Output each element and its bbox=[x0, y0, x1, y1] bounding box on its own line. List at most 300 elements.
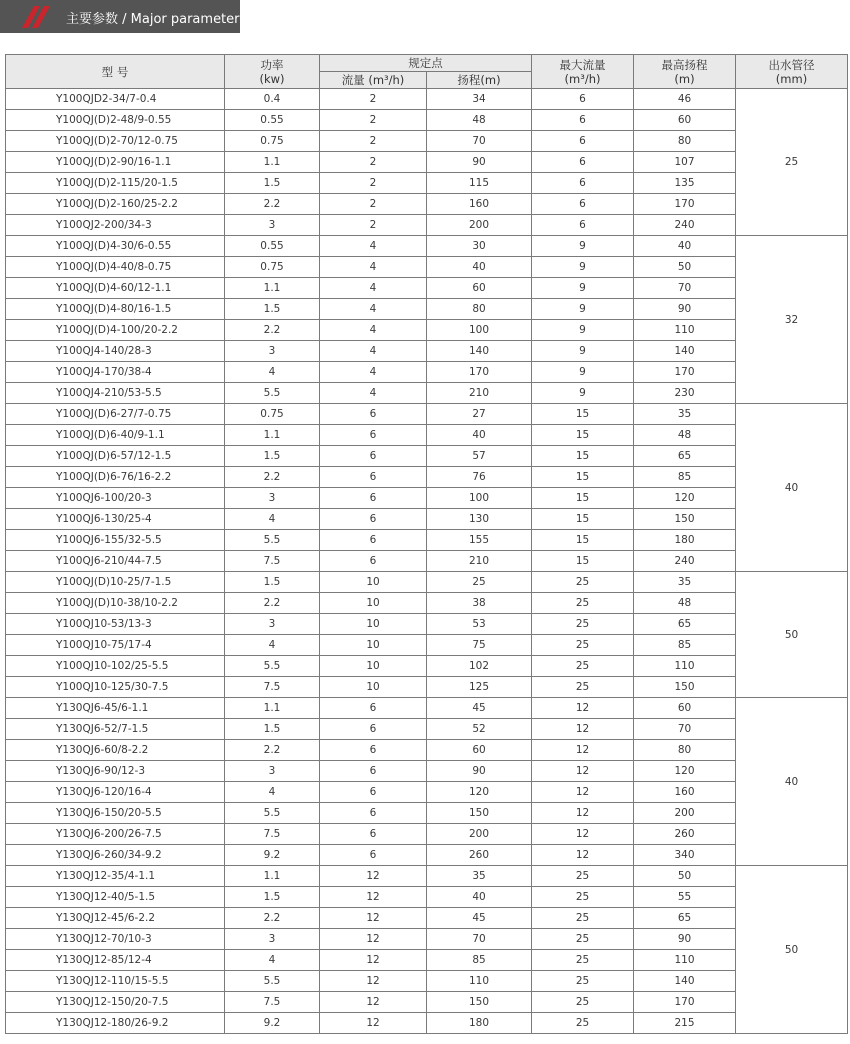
cell-flow: 6 bbox=[320, 530, 427, 551]
cell-max-head: 180 bbox=[634, 530, 736, 551]
cell-model: Y100QJ(D)2-90/16-1.1 bbox=[6, 152, 225, 173]
cell-max-head: 40 bbox=[634, 236, 736, 257]
cell-model: Y100QJ(D)4-100/20-2.2 bbox=[6, 320, 225, 341]
cell-flow: 6 bbox=[320, 740, 427, 761]
cell-max-flow: 6 bbox=[532, 215, 634, 236]
cell-model: Y100QJ4-170/38-4 bbox=[6, 362, 225, 383]
cell-flow: 10 bbox=[320, 656, 427, 677]
cell-model: Y100QJ(D)6-57/12-1.5 bbox=[6, 446, 225, 467]
cell-power: 7.5 bbox=[225, 551, 320, 572]
table-row bbox=[6, 257, 848, 278]
cell-max-flow: 9 bbox=[532, 362, 634, 383]
cell-max-head: 110 bbox=[634, 656, 736, 677]
cell-max-flow: 25 bbox=[532, 593, 634, 614]
cell-model: Y130QJ12-35/4-1.1 bbox=[6, 866, 225, 887]
cell-outlet-pipe: 40 bbox=[736, 404, 848, 572]
table-row bbox=[6, 194, 848, 215]
cell-max-flow: 25 bbox=[532, 971, 634, 992]
table-row bbox=[6, 110, 848, 131]
cell-flow: 12 bbox=[320, 929, 427, 950]
cell-head: 40 bbox=[427, 425, 532, 446]
cell-model: Y100QJ4-140/28-3 bbox=[6, 341, 225, 362]
cell-max-head: 160 bbox=[634, 782, 736, 803]
cell-flow: 12 bbox=[320, 866, 427, 887]
cell-head: 75 bbox=[427, 635, 532, 656]
cell-model: Y100QJ(D)6-40/9-1.1 bbox=[6, 425, 225, 446]
cell-head: 70 bbox=[427, 131, 532, 152]
table-body bbox=[6, 89, 848, 1034]
cell-outlet-pipe: 25 bbox=[736, 89, 848, 236]
cell-flow: 2 bbox=[320, 89, 427, 110]
table-row bbox=[6, 425, 848, 446]
table-row bbox=[6, 383, 848, 404]
cell-flow: 6 bbox=[320, 509, 427, 530]
cell-flow: 4 bbox=[320, 320, 427, 341]
table-row bbox=[6, 1013, 848, 1034]
cell-power: 9.2 bbox=[225, 845, 320, 866]
table-row bbox=[6, 782, 848, 803]
cell-max-flow: 15 bbox=[532, 404, 634, 425]
cell-power: 1.5 bbox=[225, 572, 320, 593]
table-row bbox=[6, 635, 848, 656]
cell-max-head: 135 bbox=[634, 173, 736, 194]
cell-max-head: 107 bbox=[634, 152, 736, 173]
table-row bbox=[6, 866, 848, 887]
cell-max-flow: 12 bbox=[532, 761, 634, 782]
section-title-bar bbox=[0, 0, 240, 33]
cell-flow: 12 bbox=[320, 908, 427, 929]
cell-model: Y130QJ6-60/8-2.2 bbox=[6, 740, 225, 761]
cell-power: 2.2 bbox=[225, 467, 320, 488]
cell-flow: 12 bbox=[320, 971, 427, 992]
header-power-label: 功率 bbox=[260, 57, 284, 72]
cell-power: 5.5 bbox=[225, 383, 320, 404]
table-row bbox=[6, 845, 848, 866]
header-max-flow-unit: (m³/h) bbox=[564, 71, 601, 86]
cell-head: 200 bbox=[427, 824, 532, 845]
cell-max-flow: 12 bbox=[532, 824, 634, 845]
cell-max-flow: 12 bbox=[532, 782, 634, 803]
cell-model: Y130QJ6-52/7-1.5 bbox=[6, 719, 225, 740]
cell-model: Y100QJ(D)4-80/16-1.5 bbox=[6, 299, 225, 320]
cell-flow: 2 bbox=[320, 173, 427, 194]
cell-flow: 4 bbox=[320, 341, 427, 362]
cell-model: Y100QJ10-125/30-7.5 bbox=[6, 677, 225, 698]
cell-model: Y100QJ6-210/44-7.5 bbox=[6, 551, 225, 572]
cell-power: 2.2 bbox=[225, 194, 320, 215]
cell-max-head: 85 bbox=[634, 467, 736, 488]
cell-power: 1.1 bbox=[225, 278, 320, 299]
cell-power: 5.5 bbox=[225, 656, 320, 677]
cell-max-flow: 6 bbox=[532, 152, 634, 173]
cell-model: Y100QJ(D)6-76/16-2.2 bbox=[6, 467, 225, 488]
cell-head: 34 bbox=[427, 89, 532, 110]
cell-model: Y100QJ6-130/25-4 bbox=[6, 509, 225, 530]
cell-max-head: 170 bbox=[634, 362, 736, 383]
cell-max-flow: 15 bbox=[532, 551, 634, 572]
cell-power: 3 bbox=[225, 488, 320, 509]
cell-flow: 6 bbox=[320, 488, 427, 509]
table-row bbox=[6, 971, 848, 992]
cell-head: 90 bbox=[427, 152, 532, 173]
cell-model: Y100QJ(D)2-70/12-0.75 bbox=[6, 131, 225, 152]
cell-model: Y130QJ12-85/12-4 bbox=[6, 950, 225, 971]
header-model: 型 号 bbox=[6, 55, 225, 89]
cell-flow: 6 bbox=[320, 824, 427, 845]
table-row bbox=[6, 887, 848, 908]
cell-head: 38 bbox=[427, 593, 532, 614]
header-max-head-label: 最高扬程 bbox=[661, 57, 708, 72]
cell-max-head: 230 bbox=[634, 383, 736, 404]
cell-flow: 6 bbox=[320, 425, 427, 446]
cell-max-head: 140 bbox=[634, 971, 736, 992]
cell-power: 2.2 bbox=[225, 740, 320, 761]
cell-max-flow: 15 bbox=[532, 509, 634, 530]
table-row bbox=[6, 278, 848, 299]
header-power-unit: (kw) bbox=[259, 71, 285, 86]
cell-max-head: 120 bbox=[634, 488, 736, 509]
cell-max-head: 65 bbox=[634, 446, 736, 467]
table-row bbox=[6, 824, 848, 845]
cell-model: Y100QJ(D)6-27/7-0.75 bbox=[6, 404, 225, 425]
table-row bbox=[6, 992, 848, 1013]
table-row bbox=[6, 509, 848, 530]
cell-head: 27 bbox=[427, 404, 532, 425]
cell-power: 5.5 bbox=[225, 803, 320, 824]
cell-head: 140 bbox=[427, 341, 532, 362]
cell-max-flow: 15 bbox=[532, 488, 634, 509]
table-row bbox=[6, 152, 848, 173]
cell-head: 200 bbox=[427, 215, 532, 236]
header-max-flow-label: 最大流量 bbox=[559, 57, 606, 72]
cell-max-flow: 6 bbox=[532, 110, 634, 131]
cell-flow: 6 bbox=[320, 719, 427, 740]
cell-head: 48 bbox=[427, 110, 532, 131]
cell-power: 3 bbox=[225, 929, 320, 950]
cell-flow: 6 bbox=[320, 761, 427, 782]
cell-max-flow: 15 bbox=[532, 446, 634, 467]
cell-flow: 6 bbox=[320, 467, 427, 488]
cell-max-flow: 12 bbox=[532, 803, 634, 824]
cell-head: 120 bbox=[427, 782, 532, 803]
table-row bbox=[6, 551, 848, 572]
cell-power: 1.1 bbox=[225, 698, 320, 719]
table-row bbox=[6, 488, 848, 509]
cell-power: 1.5 bbox=[225, 446, 320, 467]
cell-max-head: 46 bbox=[634, 89, 736, 110]
cell-max-flow: 15 bbox=[532, 425, 634, 446]
header-head: 扬程(m) bbox=[427, 72, 532, 89]
cell-max-head: 340 bbox=[634, 845, 736, 866]
cell-head: 76 bbox=[427, 467, 532, 488]
header-power bbox=[225, 55, 320, 89]
cell-head: 210 bbox=[427, 551, 532, 572]
cell-max-flow: 12 bbox=[532, 698, 634, 719]
header-flow: 流量 (m³/h) bbox=[320, 72, 427, 89]
cell-flow: 4 bbox=[320, 236, 427, 257]
cell-max-flow: 25 bbox=[532, 992, 634, 1013]
table-row bbox=[6, 236, 848, 257]
cell-max-flow: 25 bbox=[532, 572, 634, 593]
cell-head: 52 bbox=[427, 719, 532, 740]
cell-outlet-pipe: 40 bbox=[736, 698, 848, 866]
cell-power: 1.5 bbox=[225, 173, 320, 194]
cell-max-flow: 15 bbox=[532, 467, 634, 488]
cell-max-flow: 25 bbox=[532, 614, 634, 635]
cell-model: Y130QJ6-90/12-3 bbox=[6, 761, 225, 782]
cell-power: 1.5 bbox=[225, 719, 320, 740]
cell-model: Y100QJ10-102/25-5.5 bbox=[6, 656, 225, 677]
cell-max-head: 110 bbox=[634, 950, 736, 971]
table-row bbox=[6, 677, 848, 698]
cell-max-head: 35 bbox=[634, 572, 736, 593]
table-row bbox=[6, 320, 848, 341]
cell-model: Y100QJ(D)2-115/20-1.5 bbox=[6, 173, 225, 194]
slash-stripes-icon bbox=[12, 6, 56, 28]
cell-power: 7.5 bbox=[225, 677, 320, 698]
cell-power: 4 bbox=[225, 782, 320, 803]
cell-flow: 2 bbox=[320, 131, 427, 152]
table-row bbox=[6, 719, 848, 740]
cell-flow: 12 bbox=[320, 887, 427, 908]
cell-max-flow: 12 bbox=[532, 719, 634, 740]
cell-max-head: 80 bbox=[634, 131, 736, 152]
cell-max-flow: 6 bbox=[532, 194, 634, 215]
cell-flow: 10 bbox=[320, 635, 427, 656]
cell-max-flow: 9 bbox=[532, 257, 634, 278]
cell-max-flow: 6 bbox=[532, 173, 634, 194]
cell-max-head: 60 bbox=[634, 698, 736, 719]
cell-max-head: 48 bbox=[634, 425, 736, 446]
cell-model: Y130QJ12-150/20-7.5 bbox=[6, 992, 225, 1013]
cell-head: 210 bbox=[427, 383, 532, 404]
cell-max-flow: 9 bbox=[532, 341, 634, 362]
cell-max-head: 200 bbox=[634, 803, 736, 824]
cell-max-head: 35 bbox=[634, 404, 736, 425]
cell-power: 5.5 bbox=[225, 971, 320, 992]
cell-head: 125 bbox=[427, 677, 532, 698]
header-max-head bbox=[634, 55, 736, 89]
cell-max-head: 85 bbox=[634, 635, 736, 656]
cell-flow: 6 bbox=[320, 446, 427, 467]
cell-outlet-pipe: 50 bbox=[736, 866, 848, 1034]
cell-head: 35 bbox=[427, 866, 532, 887]
cell-max-flow: 9 bbox=[532, 299, 634, 320]
table-row bbox=[6, 761, 848, 782]
cell-model: Y100QJ(D)2-48/9-0.55 bbox=[6, 110, 225, 131]
cell-flow: 4 bbox=[320, 299, 427, 320]
cell-power: 0.75 bbox=[225, 131, 320, 152]
header-outlet-pipe bbox=[736, 55, 848, 89]
table-row bbox=[6, 362, 848, 383]
cell-head: 85 bbox=[427, 950, 532, 971]
cell-max-head: 215 bbox=[634, 1013, 736, 1034]
cell-max-flow: 25 bbox=[532, 635, 634, 656]
table-row bbox=[6, 593, 848, 614]
cell-model: Y130QJ12-45/6-2.2 bbox=[6, 908, 225, 929]
header-max-flow bbox=[532, 55, 634, 89]
cell-flow: 4 bbox=[320, 257, 427, 278]
cell-power: 3 bbox=[225, 341, 320, 362]
cell-head: 80 bbox=[427, 299, 532, 320]
cell-max-flow: 25 bbox=[532, 908, 634, 929]
cell-max-head: 150 bbox=[634, 509, 736, 530]
cell-power: 0.55 bbox=[225, 110, 320, 131]
cell-head: 53 bbox=[427, 614, 532, 635]
cell-head: 180 bbox=[427, 1013, 532, 1034]
cell-model: Y130QJ12-110/15-5.5 bbox=[6, 971, 225, 992]
cell-flow: 2 bbox=[320, 194, 427, 215]
table-row bbox=[6, 89, 848, 110]
cell-flow: 12 bbox=[320, 992, 427, 1013]
header-outlet-pipe-unit: (mm) bbox=[775, 71, 808, 86]
section-title: 主要参数 / Major parameter bbox=[66, 12, 240, 27]
cell-flow: 10 bbox=[320, 593, 427, 614]
cell-max-flow: 25 bbox=[532, 677, 634, 698]
table-row bbox=[6, 404, 848, 425]
cell-power: 1.5 bbox=[225, 887, 320, 908]
cell-flow: 4 bbox=[320, 362, 427, 383]
cell-power: 4 bbox=[225, 635, 320, 656]
cell-head: 130 bbox=[427, 509, 532, 530]
table-row bbox=[6, 446, 848, 467]
cell-model: Y100QJ(D)4-40/8-0.75 bbox=[6, 257, 225, 278]
table-row bbox=[6, 950, 848, 971]
cell-max-flow: 9 bbox=[532, 278, 634, 299]
cell-head: 160 bbox=[427, 194, 532, 215]
cell-flow: 10 bbox=[320, 614, 427, 635]
cell-model: Y100QJ(D)10-25/7-1.5 bbox=[6, 572, 225, 593]
cell-max-head: 170 bbox=[634, 992, 736, 1013]
cell-max-flow: 6 bbox=[532, 89, 634, 110]
cell-max-flow: 9 bbox=[532, 383, 634, 404]
cell-max-head: 90 bbox=[634, 299, 736, 320]
cell-power: 5.5 bbox=[225, 530, 320, 551]
table-row bbox=[6, 530, 848, 551]
cell-model: Y130QJ6-45/6-1.1 bbox=[6, 698, 225, 719]
cell-power: 3 bbox=[225, 761, 320, 782]
table-row bbox=[6, 467, 848, 488]
cell-model: Y130QJ12-70/10-3 bbox=[6, 929, 225, 950]
cell-head: 25 bbox=[427, 572, 532, 593]
cell-max-flow: 25 bbox=[532, 866, 634, 887]
cell-max-head: 50 bbox=[634, 257, 736, 278]
cell-head: 40 bbox=[427, 257, 532, 278]
cell-power: 9.2 bbox=[225, 1013, 320, 1034]
cell-head: 170 bbox=[427, 362, 532, 383]
cell-model: Y100QJ10-53/13-3 bbox=[6, 614, 225, 635]
cell-head: 260 bbox=[427, 845, 532, 866]
cell-model: Y130QJ6-260/34-9.2 bbox=[6, 845, 225, 866]
cell-max-head: 110 bbox=[634, 320, 736, 341]
cell-model: Y130QJ12-40/5-1.5 bbox=[6, 887, 225, 908]
cell-flow: 2 bbox=[320, 215, 427, 236]
cell-max-head: 50 bbox=[634, 866, 736, 887]
cell-max-head: 60 bbox=[634, 110, 736, 131]
cell-max-flow: 12 bbox=[532, 845, 634, 866]
cell-model: Y100QJ10-75/17-4 bbox=[6, 635, 225, 656]
cell-max-head: 140 bbox=[634, 341, 736, 362]
cell-max-head: 90 bbox=[634, 929, 736, 950]
cell-model: Y100QJ4-210/53-5.5 bbox=[6, 383, 225, 404]
cell-flow: 2 bbox=[320, 110, 427, 131]
table-row bbox=[6, 929, 848, 950]
cell-model: Y100QJ(D)4-60/12-1.1 bbox=[6, 278, 225, 299]
table-row bbox=[6, 614, 848, 635]
cell-power: 1.1 bbox=[225, 866, 320, 887]
table-row bbox=[6, 341, 848, 362]
cell-flow: 6 bbox=[320, 698, 427, 719]
cell-head: 60 bbox=[427, 740, 532, 761]
cell-model: Y130QJ6-120/16-4 bbox=[6, 782, 225, 803]
cell-model: Y100QJ6-100/20-3 bbox=[6, 488, 225, 509]
cell-power: 4 bbox=[225, 362, 320, 383]
cell-head: 57 bbox=[427, 446, 532, 467]
cell-head: 155 bbox=[427, 530, 532, 551]
table-row bbox=[6, 299, 848, 320]
cell-power: 0.55 bbox=[225, 236, 320, 257]
cell-power: 2.2 bbox=[225, 908, 320, 929]
table-row bbox=[6, 740, 848, 761]
cell-head: 100 bbox=[427, 488, 532, 509]
cell-power: 2.2 bbox=[225, 320, 320, 341]
cell-max-flow: 12 bbox=[532, 740, 634, 761]
cell-flow: 2 bbox=[320, 152, 427, 173]
cell-max-head: 240 bbox=[634, 551, 736, 572]
cell-max-head: 260 bbox=[634, 824, 736, 845]
cell-max-head: 150 bbox=[634, 677, 736, 698]
cell-flow: 6 bbox=[320, 404, 427, 425]
cell-model: Y100QJ(D)4-30/6-0.55 bbox=[6, 236, 225, 257]
cell-power: 7.5 bbox=[225, 992, 320, 1013]
table-row bbox=[6, 908, 848, 929]
cell-flow: 12 bbox=[320, 1013, 427, 1034]
cell-max-flow: 6 bbox=[532, 131, 634, 152]
cell-power: 3 bbox=[225, 614, 320, 635]
cell-head: 110 bbox=[427, 971, 532, 992]
cell-max-flow: 9 bbox=[532, 320, 634, 341]
cell-head: 40 bbox=[427, 887, 532, 908]
cell-power: 1.1 bbox=[225, 152, 320, 173]
cell-model: Y100QJ(D)2-160/25-2.2 bbox=[6, 194, 225, 215]
cell-model: Y130QJ6-200/26-7.5 bbox=[6, 824, 225, 845]
cell-model: Y100QJ(D)10-38/10-2.2 bbox=[6, 593, 225, 614]
cell-model: Y100QJD2-34/7-0.4 bbox=[6, 89, 225, 110]
cell-max-head: 48 bbox=[634, 593, 736, 614]
cell-head: 115 bbox=[427, 173, 532, 194]
cell-flow: 6 bbox=[320, 803, 427, 824]
cell-max-head: 120 bbox=[634, 761, 736, 782]
cell-head: 102 bbox=[427, 656, 532, 677]
cell-power: 2.2 bbox=[225, 593, 320, 614]
cell-max-head: 80 bbox=[634, 740, 736, 761]
cell-outlet-pipe: 32 bbox=[736, 236, 848, 404]
cell-head: 100 bbox=[427, 320, 532, 341]
cell-head: 150 bbox=[427, 803, 532, 824]
cell-model: Y130QJ12-180/26-9.2 bbox=[6, 1013, 225, 1034]
cell-max-flow: 25 bbox=[532, 1013, 634, 1034]
cell-model: Y130QJ6-150/20-5.5 bbox=[6, 803, 225, 824]
table-row bbox=[6, 215, 848, 236]
cell-head: 45 bbox=[427, 908, 532, 929]
cell-model: Y100QJ6-155/32-5.5 bbox=[6, 530, 225, 551]
cell-head: 30 bbox=[427, 236, 532, 257]
parameter-table bbox=[5, 54, 848, 1034]
cell-max-flow: 9 bbox=[532, 236, 634, 257]
cell-head: 150 bbox=[427, 992, 532, 1013]
cell-flow: 10 bbox=[320, 572, 427, 593]
cell-power: 1.1 bbox=[225, 425, 320, 446]
